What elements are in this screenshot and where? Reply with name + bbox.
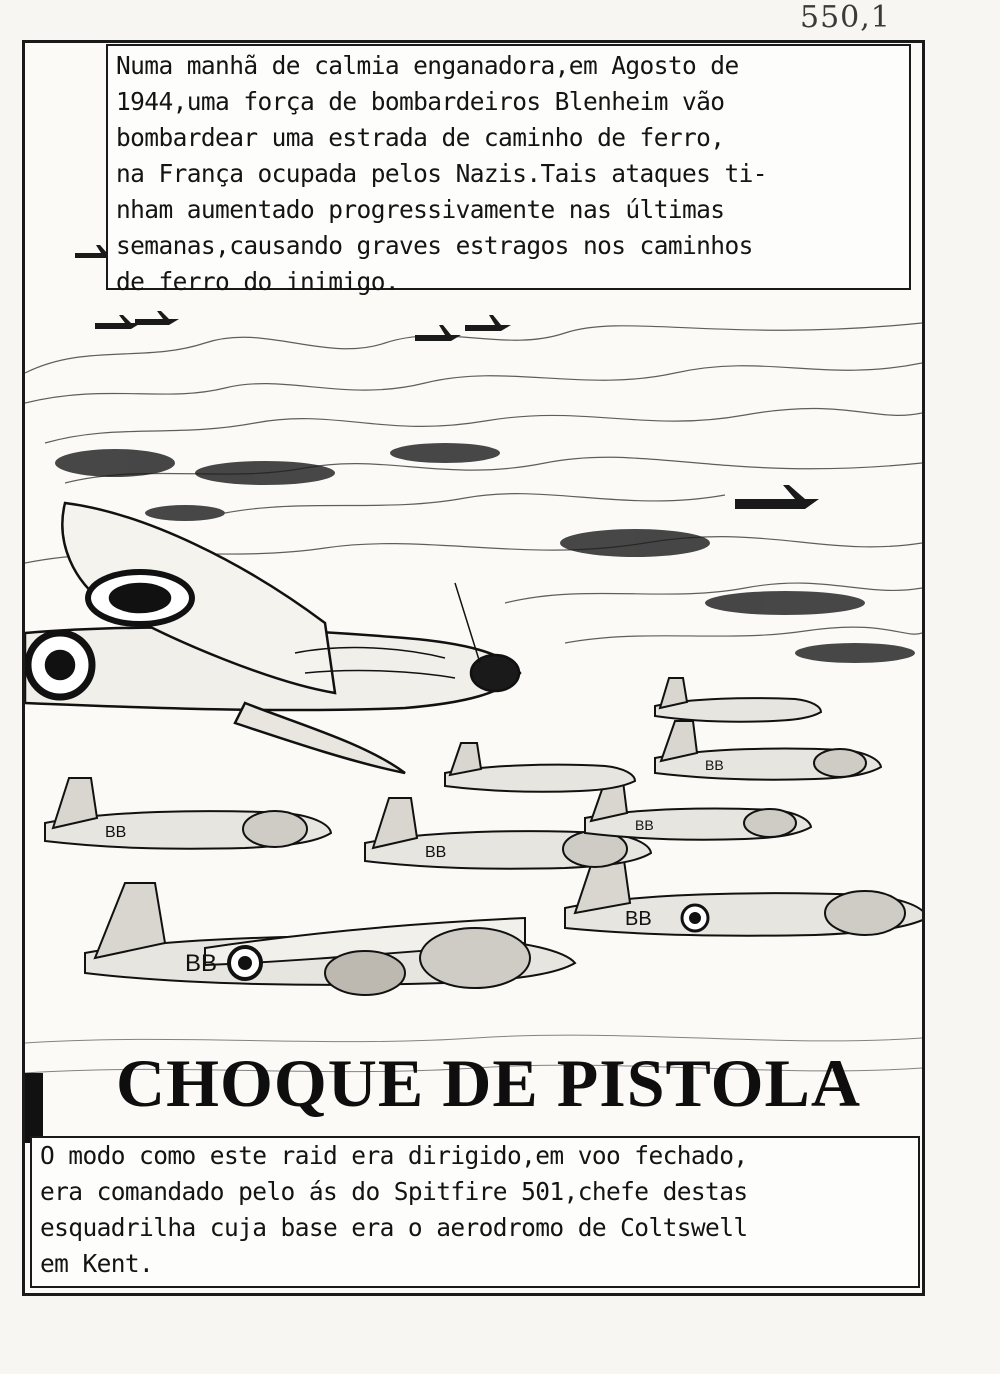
aircraft-marking: BB	[425, 844, 447, 861]
narration-line: bombardear uma estrada de caminho de ferro,	[116, 123, 725, 152]
aircraft-marking: BB	[635, 817, 654, 833]
narration-line: na França ocupada pelos Nazis.Tais ataques ti-	[116, 159, 767, 188]
aircraft-marking: BB	[185, 950, 218, 977]
narration-line: era comandado pelo ás do Spitfire 501,chefe destas	[40, 1177, 748, 1206]
aircraft-marking: BB	[625, 908, 652, 930]
page-number: 550,1	[800, 0, 891, 35]
narration-line: em Kent.	[40, 1249, 154, 1278]
narration-line: de ferro do inimigo.	[116, 267, 400, 296]
story-title: CHOQUE DE PISTOLA	[116, 1045, 862, 1121]
narration-line: Numa manhã de calmia enganadora,em Agosto de	[116, 51, 739, 80]
narration-box-bottom	[30, 1136, 920, 1288]
narration-line: 1944,uma força de bombardeiros Blenheim vão	[116, 87, 725, 116]
aircraft-marking: BB	[705, 757, 724, 773]
narration-line: nham aumentado progressivamente nas últimas	[116, 195, 725, 224]
blenheim-bombers	[45, 678, 922, 995]
narration-box-top	[106, 44, 911, 296]
spitfire	[25, 503, 520, 773]
narration-line: semanas,causando graves estragos nos caminhos	[116, 231, 753, 260]
narration-line: esquadrilha cuja base era o aerodromo de Coltswell	[40, 1213, 748, 1242]
narration-line: O modo como este raid era dirigido,em voo fechado,	[40, 1141, 748, 1170]
aircraft-marking: BB	[105, 824, 127, 841]
